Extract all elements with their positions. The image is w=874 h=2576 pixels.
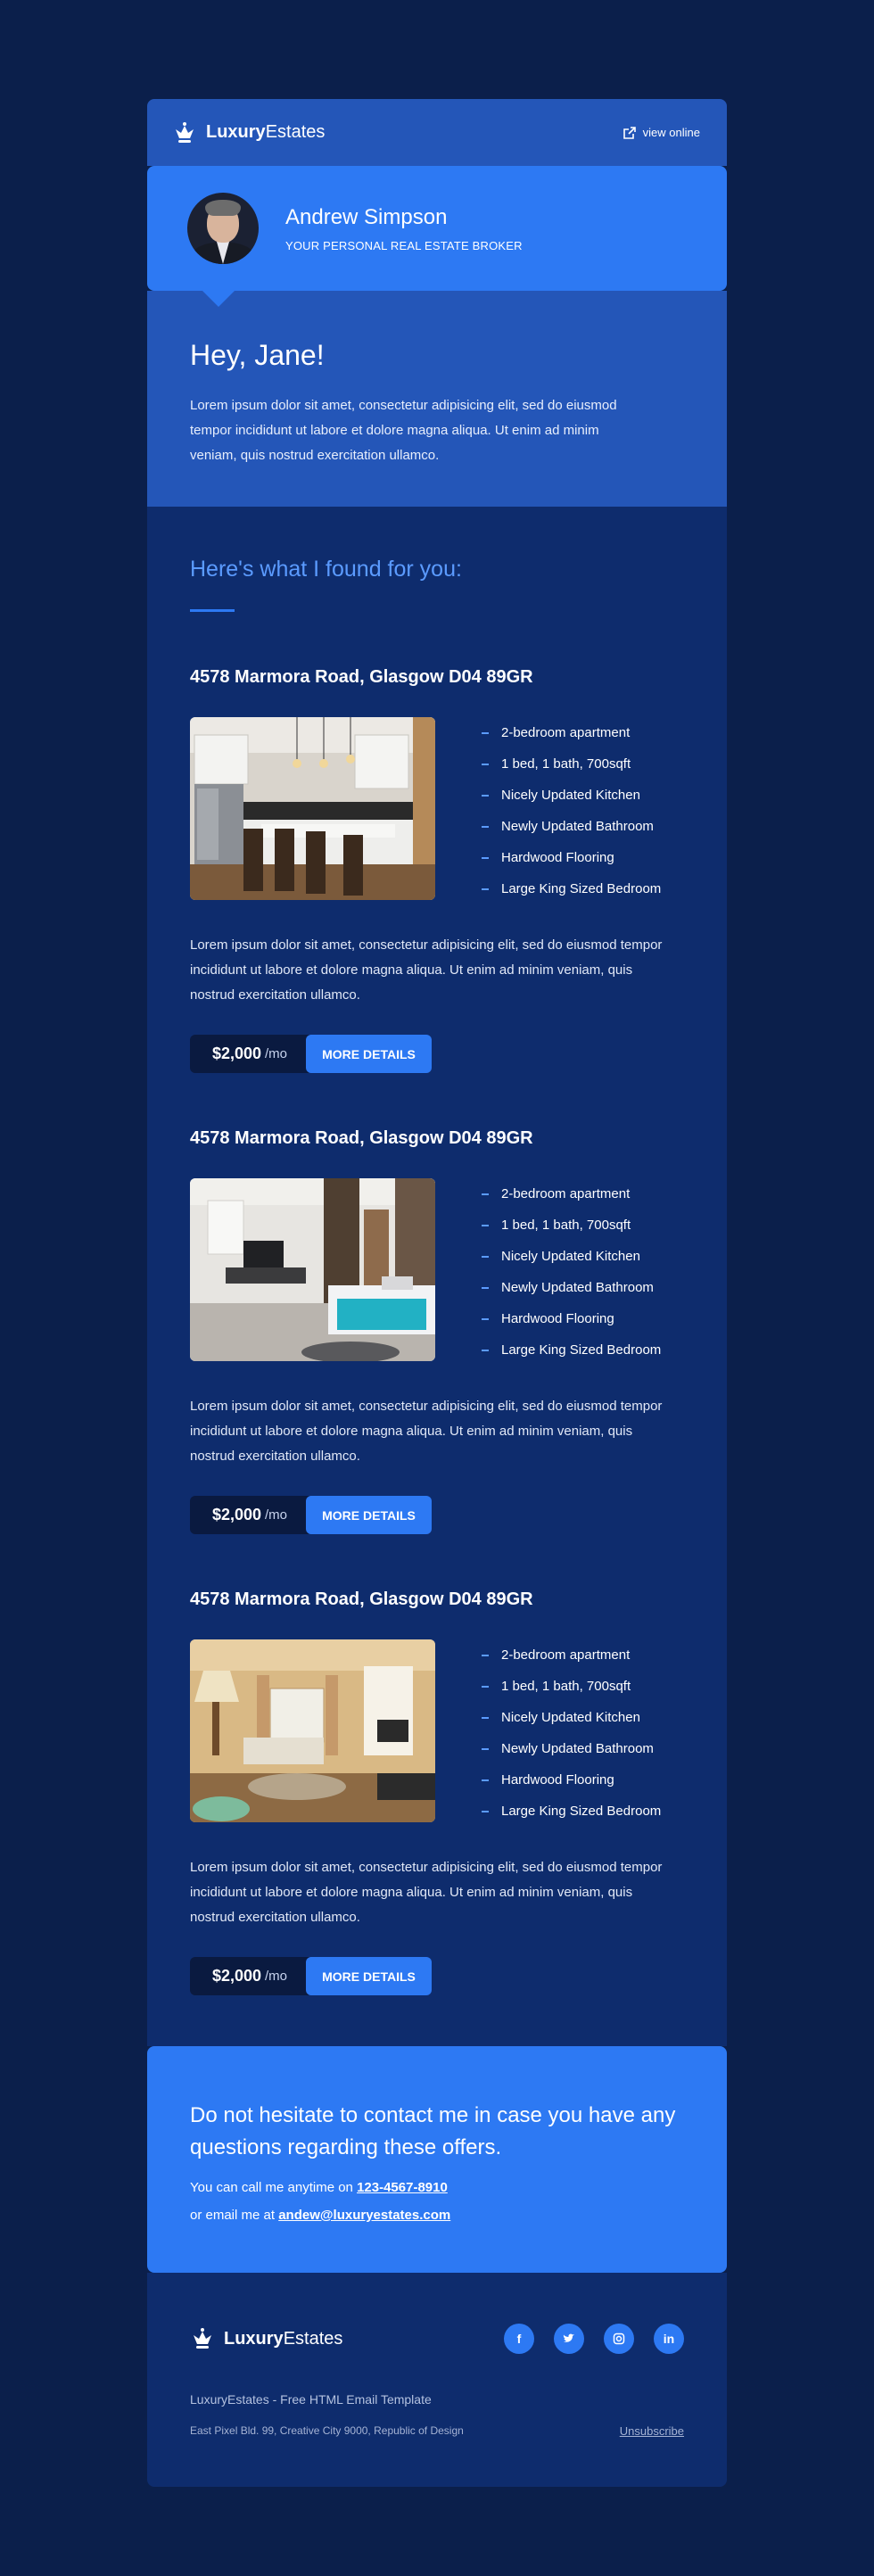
footer-address: East Pixel Bld. 99, Creative City 9000, Republic of Design [190,2424,464,2437]
phone-link[interactable]: 123-4567-8910 [357,2180,448,2195]
listing-card [190,1534,684,1995]
listing-photo-bedroom[interactable] [190,1178,435,1361]
list-item: Hardwood Flooring [482,1303,661,1334]
crown-icon [190,2326,215,2351]
feature-list [482,717,661,904]
linkedin-icon[interactable]: in [654,2324,684,2354]
greeting-section [147,291,727,507]
email-header [147,99,727,166]
broker-name: Andrew Simpson [285,204,448,229]
list-item: Nicely Updated Kitchen [482,1702,661,1733]
contact-section [147,2046,727,2273]
listing-address: 4578 Marmora Road, Glasgow D04 89GR [190,1128,533,1148]
list-item: Large King Sized Bedroom [482,1796,661,1827]
list-item: 2-bedroom apartment [482,1178,661,1210]
greeting-title: Hey, Jane! [190,339,325,371]
list-item: 2-bedroom apartment [482,1639,661,1671]
price-bar [190,1035,684,1073]
price-label: $2,000 /mo [190,1035,309,1073]
avatar [187,193,259,264]
list-item: Newly Updated Bathroom [482,811,661,842]
found-title: Here's what I found for you: [190,557,462,582]
list-item: 2-bedroom apartment [482,717,661,748]
list-item: Hardwood Flooring [482,842,661,873]
list-item: 1 bed, 1 bath, 700sqft [482,1671,661,1702]
listing-photo-living-room[interactable] [190,1639,435,1822]
instagram-icon[interactable] [604,2324,634,2354]
contact-title: Do not hesitate to contact me in case you have any questions regarding these offers. [190,2103,676,2159]
list-item: Newly Updated Bathroom [482,1733,661,1764]
feature-list [482,1639,661,1827]
list-item: Newly Updated Bathroom [482,1272,661,1303]
more-details-button[interactable]: MORE DETAILS [306,1035,432,1073]
email-link[interactable]: andew@luxuryestates.com [278,2208,451,2223]
price-label: $2,000 /mo [190,1496,309,1534]
listing-address: 4578 Marmora Road, Glasgow D04 89GR [190,667,533,687]
price-bar [190,1496,684,1534]
logo-bold: Luxury [206,122,266,142]
greeting-text: Lorem ipsum dolor sit amet, consectetur adipisicing elit, sed do eiusmod tempor incididunt ut labore et dolore magna aliqua. Ut enim ad minim veniam, quis nostrud exercitation ullamco. [190,398,617,463]
listings-section [147,507,727,2046]
listing-description: Lorem ipsum dolor sit amet, consectetur adipisicing elit, sed do eiusmod tempor incididunt ut labore et dolore magna aliqua. Ut enim ad minim veniam, quis nostrud exercitation ullamco. [190,1399,663,1464]
contact-call: You can call me anytime on 123-4567-8910 [190,2180,448,2195]
external-link-icon [623,127,636,139]
listing-photo-kitchen[interactable] [190,717,435,900]
list-item: Nicely Updated Kitchen [482,780,661,811]
unsubscribe-link[interactable]: Unsubscribe [619,2424,684,2438]
footer-logo-light: Estates [283,2328,343,2349]
broker-role: YOUR PERSONAL REAL ESTATE BROKER [285,238,523,252]
view-online-label: view online [642,126,700,139]
price-label: $2,000 /mo [190,1957,309,1995]
listing-description: Lorem ipsum dolor sit amet, consectetur adipisicing elit, sed do eiusmod tempor incididunt ut labore et dolore magna aliqua. Ut enim ad minim veniam, quis nostrud exercitation ullamco. [190,937,663,1003]
feature-list [482,1178,661,1366]
more-details-button[interactable]: MORE DETAILS [306,1957,432,1995]
email-container [147,99,727,2487]
notch-arrow [202,291,235,307]
list-item: 1 bed, 1 bath, 700sqft [482,748,661,780]
contact-email: or email me at andew@luxuryestates.com [190,2208,451,2223]
list-item: Large King Sized Bedroom [482,873,661,904]
listing-card [190,612,684,1073]
twitter-icon[interactable] [554,2324,584,2354]
listing-card [190,1073,684,1534]
list-item: Hardwood Flooring [482,1764,661,1796]
more-details-button[interactable]: MORE DETAILS [306,1496,432,1534]
email-footer [147,2273,727,2487]
facebook-icon[interactable]: f [504,2324,534,2354]
template-name: LuxuryEstates - Free HTML Email Template [190,2392,432,2407]
list-item: 1 bed, 1 bath, 700sqft [482,1210,661,1241]
listing-description: Lorem ipsum dolor sit amet, consectetur adipisicing elit, sed do eiusmod tempor incididunt ut labore et dolore magna aliqua. Ut enim ad minim veniam, quis nostrud exercitation ullamco. [190,1860,663,1925]
crown-icon [172,120,197,145]
price-bar [190,1957,684,1995]
list-item: Large King Sized Bedroom [482,1334,661,1366]
listing-address: 4578 Marmora Road, Glasgow D04 89GR [190,1589,533,1609]
logo-light: Estates [265,122,326,142]
list-item: Nicely Updated Kitchen [482,1241,661,1272]
footer-logo-bold: Luxury [224,2328,284,2349]
logo[interactable] [172,120,325,145]
social-links [504,2324,684,2354]
broker-card [147,166,727,291]
view-online-link[interactable] [623,126,700,139]
footer-logo[interactable] [190,2326,342,2351]
